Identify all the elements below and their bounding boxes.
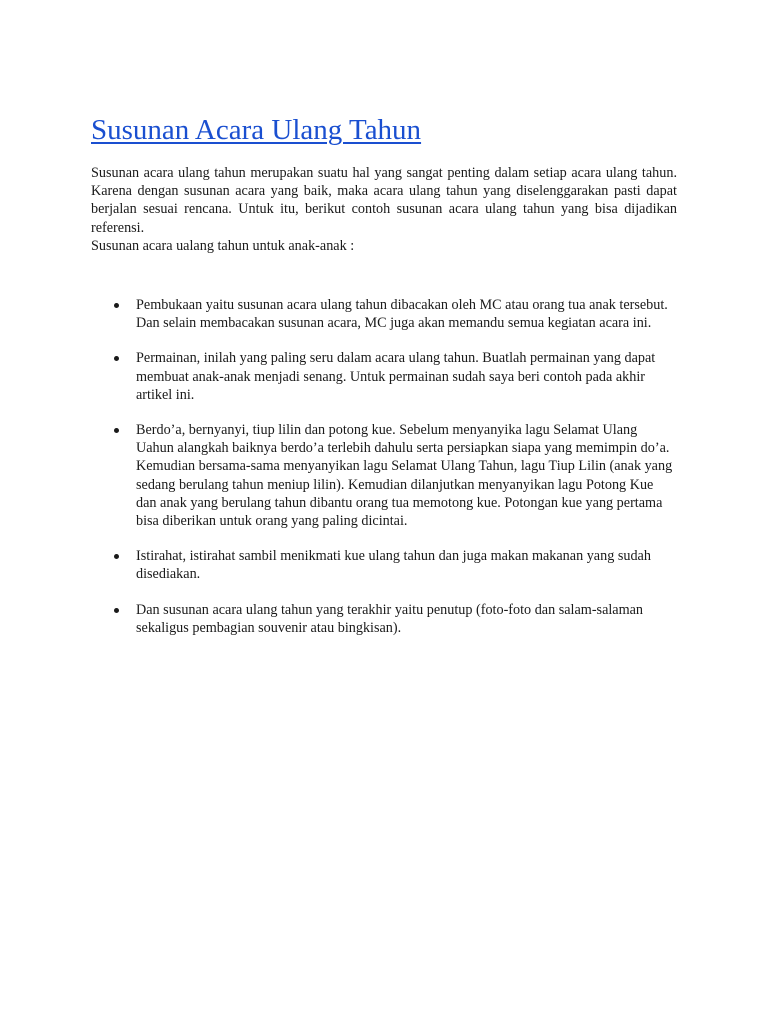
bullet-icon [114, 428, 119, 433]
list-item-text: Dan susunan acara ulang tahun yang terakhir yaitu penutup (foto-foto dan salam-salaman sekaligus pembagian souvenir atau bingkisan). [136, 601, 644, 636]
list-item [91, 601, 677, 637]
list-item-text: Pembukaan yaitu susunan acara ulang tahun dibacakan oleh MC atau orang tua anak tersebut. Dan selain membacakan susunan acara, MC juga akan memandu semua kegiatan acara ini. [136, 297, 668, 332]
list-item [91, 421, 677, 530]
page-title [91, 112, 677, 148]
list-item [91, 349, 677, 404]
section-subtitle: Susunan acara ualang tahun untuk anak-anak : [91, 237, 355, 254]
list-item [91, 547, 677, 583]
bullet-icon [114, 554, 119, 559]
bullet-icon [114, 303, 119, 308]
list-item [91, 296, 677, 332]
title-link[interactable]: Susunan Acara Ulang Tahun [91, 114, 422, 146]
document-page [91, 112, 677, 654]
bullet-icon [114, 608, 119, 613]
intro-paragraph: Susunan acara ulang tahun merupakan suatu hal yang sangat penting dalam setiap acara ulang tahun. Karena dengan susunan acara yang baik, maka acara ulang tahun yang diselenggarakan pasti dapat berjalan sesuai rencana. Untuk itu, berikut contoh susunan acara ulang tahun yang bisa dijadikan referensi. [91, 165, 677, 236]
list-item-text: Permainan, inilah yang paling seru dalam acara ulang tahun. Buatlah permainan yang dapat membuat anak-anak menjadi senang. Untuk permainan sudah saya beri contoh pada akhir artikel ini. [136, 350, 656, 403]
list-item-text: Berdo’a, bernyanyi, tiup lilin dan potong kue. Sebelum menyanyika lagu Selamat Ulang Uahun alangkah baiknya berdo’a terlebih dahulu serta persiapkan siapa yang memimpin do’a. Kemudian bersama-sama menyanyikan lagu Selamat Ulang Tahun, lagu Tiup Lilin (anak yang sedang berulang tahun meniup lilin). Kemudian dilanjutkan menyanyikan lagu Potong Kue dan anak yang berulang tahun dibantu orang tua memotong kue. Potongan kue yang pertama bisa diberikan untuk orang yang paling dicintai. [136, 422, 673, 530]
list-item-text: Istirahat, istirahat sambil menikmati kue ulang tahun dan juga makan makanan yang sudah disediakan. [136, 548, 651, 583]
bullet-icon [114, 356, 119, 361]
agenda-list [91, 296, 677, 637]
